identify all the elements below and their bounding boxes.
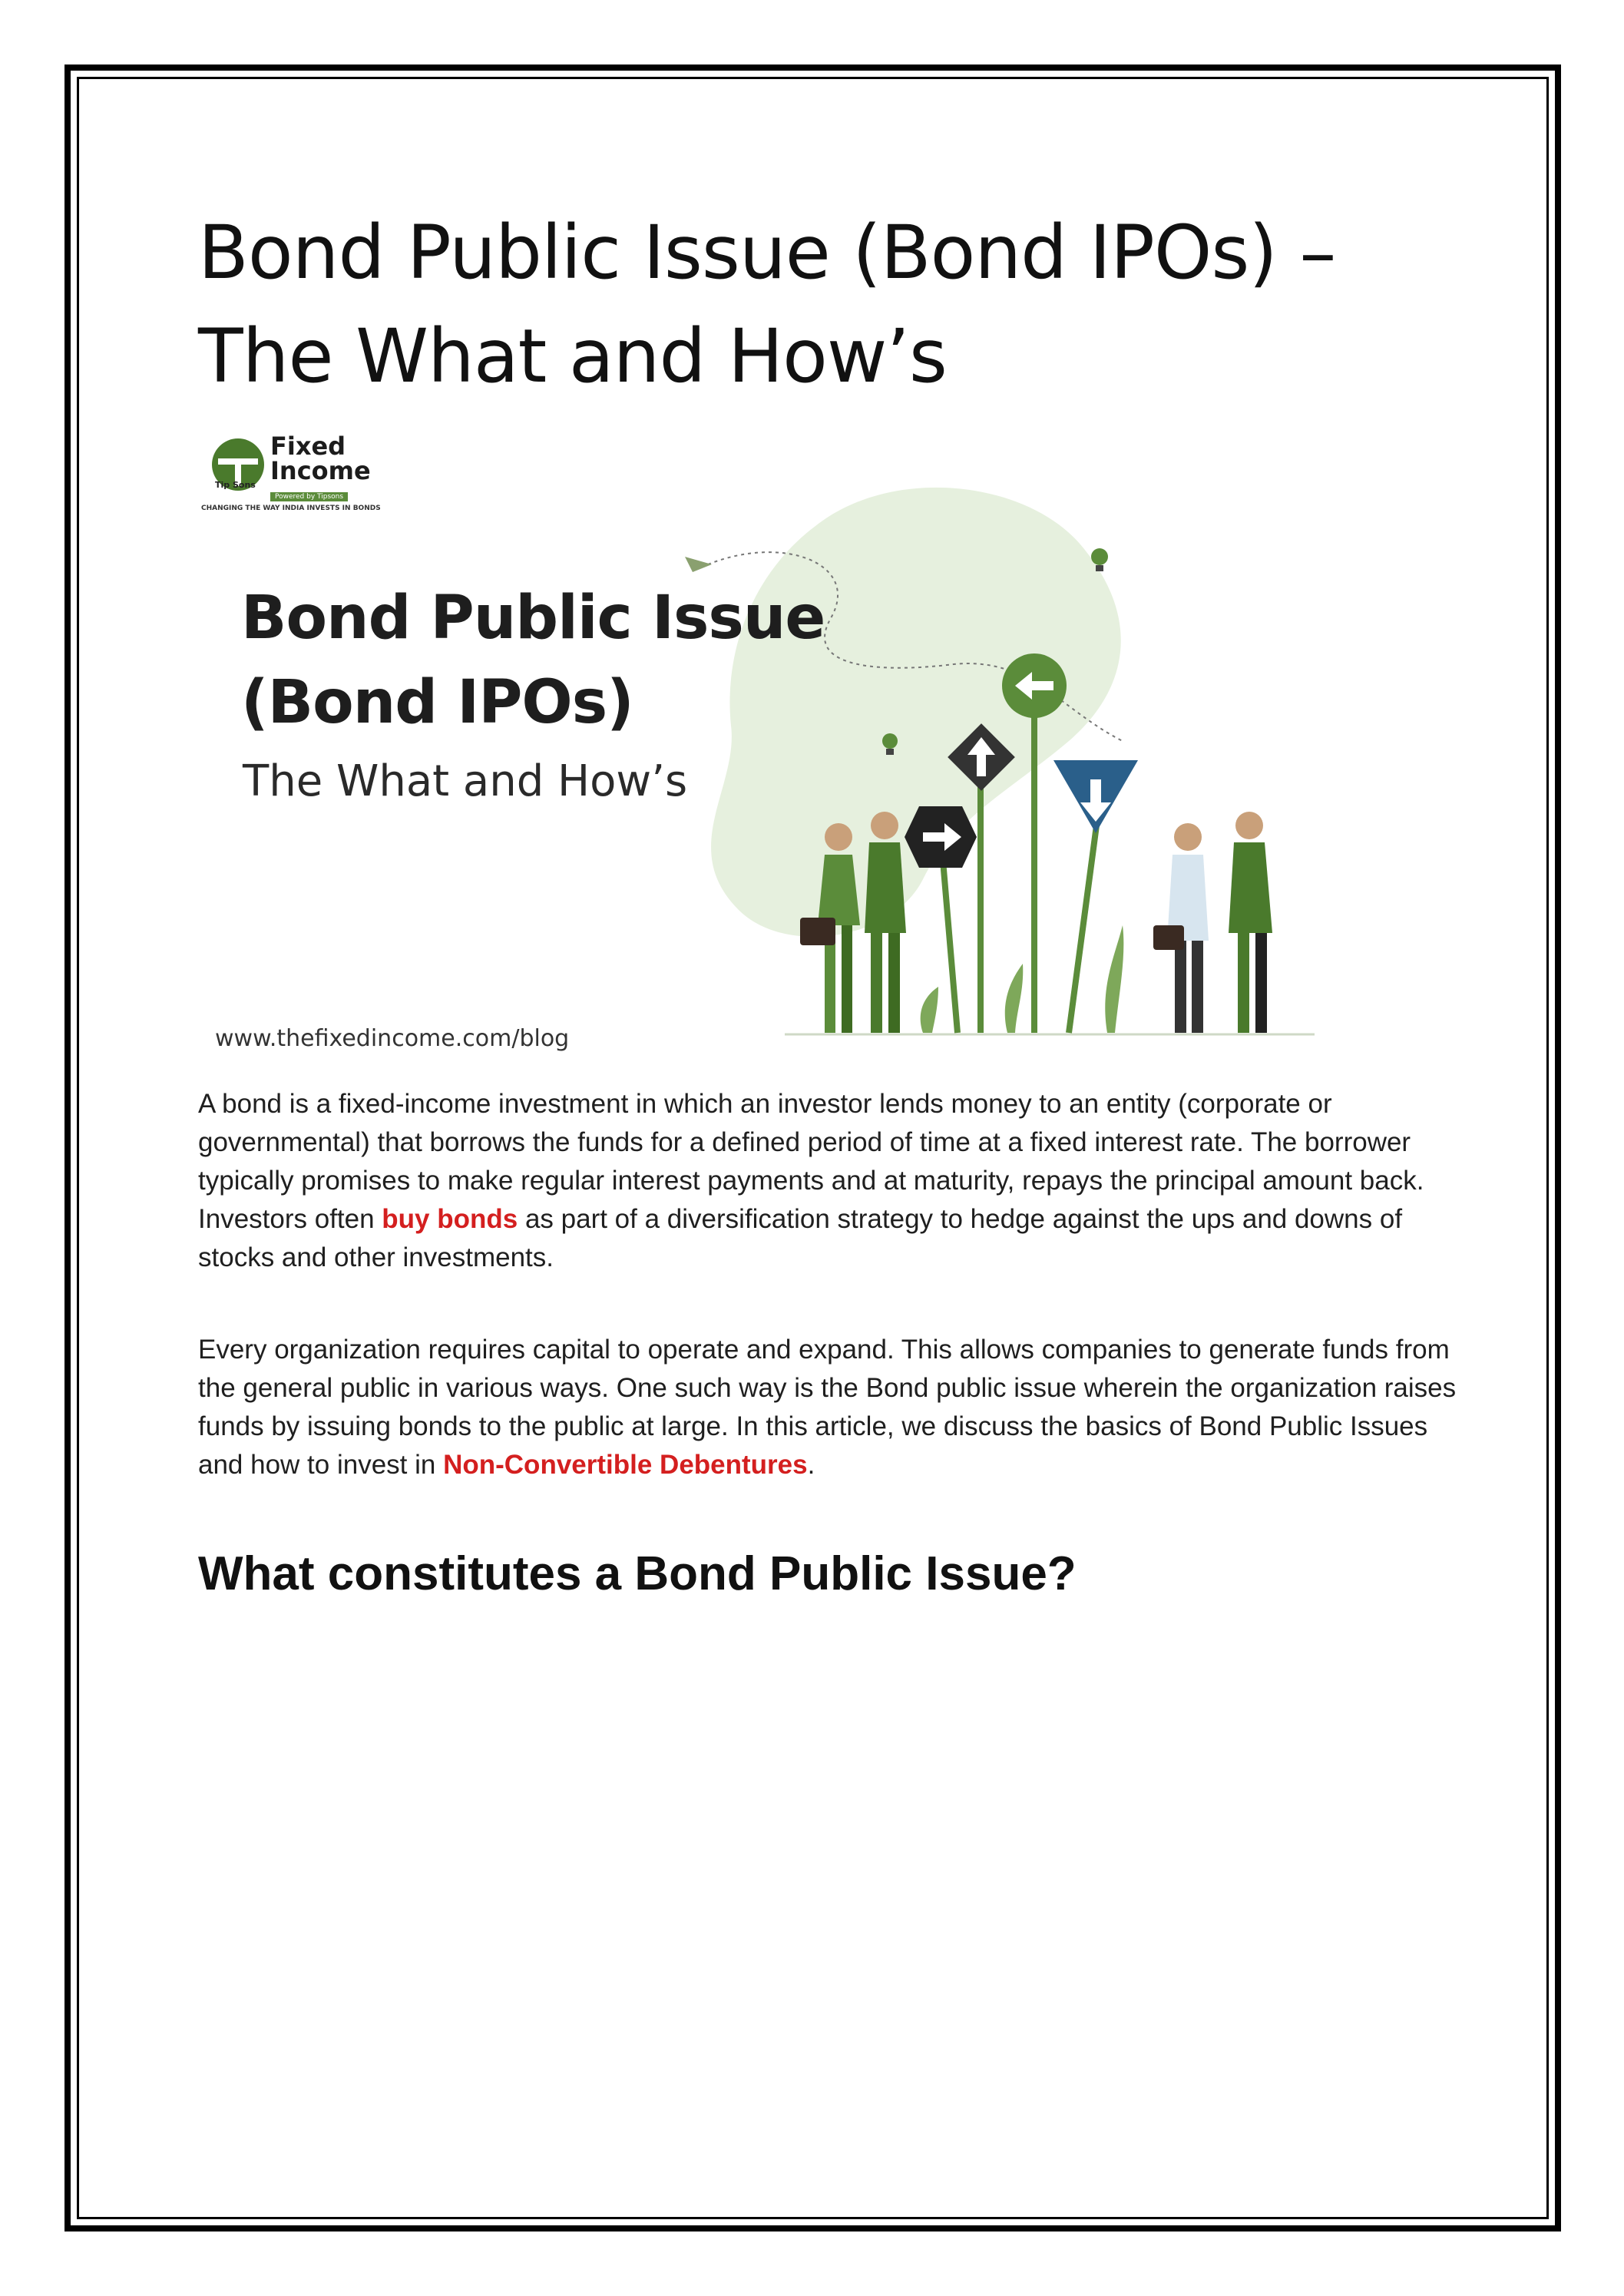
non-convertible-debentures-link[interactable]: Non-Convertible Debentures xyxy=(443,1450,808,1480)
plant-leaf xyxy=(921,987,938,1033)
left-arrow-sign-icon xyxy=(1002,653,1067,718)
buy-bonds-link[interactable]: buy bonds xyxy=(382,1204,518,1234)
paragraph-text: A bond is a fixed-income investment in which an investor lends money to an entity (corporate or governmental) that borrows the funds for a defined period of time at a fixed interest rate. The borrower typically promises to make regular interest payments and at maturity, repays the principal amount back. Investors often xyxy=(198,1089,1424,1234)
banner-heading-line-2: (Bond IPOs) xyxy=(241,668,633,737)
document-title: Bond Public Issue (Bond IPOs) – The What and How’s xyxy=(198,210,1336,399)
person-figure xyxy=(865,812,906,1033)
banner-heading xyxy=(241,576,825,745)
section-heading: What constitutes a Bond Public Issue? xyxy=(198,1547,1077,1600)
logo-wordmark xyxy=(270,434,371,483)
sign-pole xyxy=(1069,802,1100,1033)
hero-banner-image xyxy=(201,419,1339,1062)
paragraph-text: . xyxy=(807,1450,815,1480)
person-figure xyxy=(1153,823,1209,1033)
plant-leaf xyxy=(1105,925,1123,1033)
banner-url: www.thefixedincome.com/blog xyxy=(215,1025,570,1052)
plant-leaf xyxy=(1005,964,1024,1033)
paragraph-capital xyxy=(198,1331,1457,1484)
logo-line-1: Fixed xyxy=(270,432,346,461)
banner-subheading: The What and How’s xyxy=(243,756,688,806)
logo-tagline: CHANGING THE WAY INDIA INVESTS IN BONDS xyxy=(201,505,381,512)
logo-powered-badge: Powered by Tipsons xyxy=(270,492,348,501)
banner-heading-line-1: Bond Public Issue xyxy=(241,584,825,653)
right-arrow-sign-icon xyxy=(905,806,977,868)
person-figure xyxy=(1229,812,1272,1033)
paper-plane-icon xyxy=(685,557,712,572)
down-arrow-sign-icon xyxy=(1053,760,1138,833)
paragraph-text: as part of a diversification strategy to hedge against the ups and downs of stocks and other investments. xyxy=(198,1204,1403,1272)
paragraph-intro xyxy=(198,1085,1457,1277)
logo-line-2: Income xyxy=(270,456,371,485)
logo-brand: Tip Sons xyxy=(215,480,256,490)
paragraph-text: Every organization requires capital to operate and expand. This allows companies to generate funds from the general public in various ways. One such way is the Bond public issue wherein the organization raises funds by issuing bonds to the public at large. In this article, we discuss the basics of Bond Public Issues and how to invest in xyxy=(198,1335,1457,1480)
